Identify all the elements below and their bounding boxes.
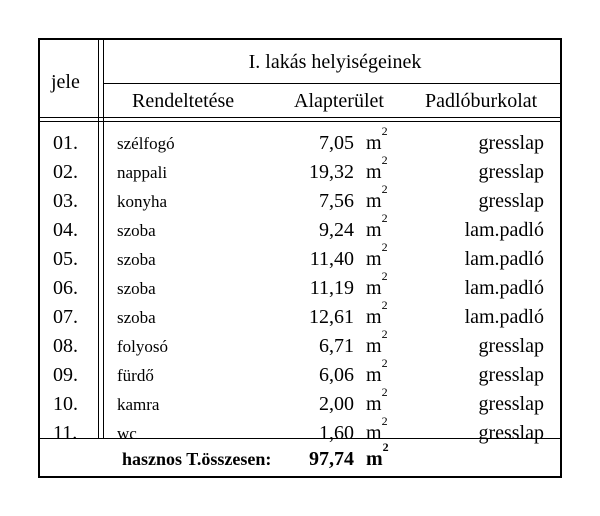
row-number: 07. [53,306,78,328]
area-unit: $m^2$ [366,327,388,357]
area-unit: $m^2$ [366,298,388,328]
border-top [38,38,562,40]
area-unit: $m^2$ [366,385,388,415]
room-area: 9,24 [319,219,354,241]
room-table [38,38,562,478]
floor-covering: gresslap [478,190,544,212]
floor-covering: gresslap [478,422,544,444]
area-unit: $m^2$ [366,153,388,183]
area-unit: $m^2$ [366,182,388,212]
row-number: 04. [53,219,78,241]
table-title: I. lakás helyiségeinek [248,51,422,73]
room-name: nappali [117,163,168,182]
floor-covering: gresslap [478,161,544,183]
floor-covering: lam.padló [464,219,544,241]
border-right [560,38,562,478]
floor-covering: gresslap [478,364,544,386]
room-area: 6,71 [319,335,354,357]
col-floor-header: Padlóburkolat [425,90,538,112]
room-name: folyosó [117,337,168,356]
room-name: konyha [117,192,168,211]
room-area: 6,06 [319,364,354,386]
room-name: szoba [117,221,156,240]
floor-covering: lam.padló [464,277,544,299]
row-number: 01. [53,132,78,154]
area-unit: $m^2$ [366,269,388,299]
room-name: fürdő [117,366,154,385]
row-number: 02. [53,161,78,183]
floor-covering: gresslap [478,132,544,154]
area-unit: $m^2$ [366,211,388,241]
row-number: 03. [53,190,78,212]
room-area: 11,40 [309,248,354,270]
row-number: 06. [53,277,78,299]
row-number: 09. [53,364,78,386]
area-unit: $m^2$ [366,240,388,270]
area-unit: $m^2$ [366,124,388,154]
floor-covering: gresslap [478,393,544,415]
divider-jele-2 [103,38,104,438]
room-name: szoba [117,308,156,327]
floor-covering: gresslap [478,335,544,357]
room-area: 1,60 [319,422,354,444]
row-number: 08. [53,335,78,357]
title-underline [103,83,561,84]
border-bottom [38,476,562,478]
floor-covering: lam.padló [464,248,544,270]
total-value: 97,74 [309,448,354,470]
floor-covering: lam.padló [464,306,544,328]
room-area: 11,19 [309,277,354,299]
divider-jele-1 [98,38,99,438]
area-unit: $m^2$ [366,414,388,444]
room-name: wc [117,424,137,443]
room-area: 19,32 [309,161,354,183]
header-rule-1 [38,117,562,118]
row-number: 10. [53,393,78,415]
border-left [38,38,40,478]
row-number: 11. [53,422,78,444]
room-name: szoba [117,279,156,298]
col-area-header: Alapterület [294,90,384,112]
room-name: kamra [117,395,160,414]
room-name: szoba [117,250,156,269]
row-number: 05. [53,248,78,270]
col-jele-header: jele [51,71,80,93]
room-area: 12,61 [309,306,354,328]
room-area: 2,00 [319,393,354,415]
room-area: 7,56 [319,190,354,212]
header-rule-2 [38,121,562,122]
total-unit: $m^2$ [366,440,389,470]
room-area: 7,05 [319,132,354,154]
area-unit: $m^2$ [366,356,388,386]
col-purpose-header: Rendeltetése [132,90,235,112]
room-name: szélfogó [117,134,175,153]
total-label: hasznos T.összesen: [122,449,272,469]
